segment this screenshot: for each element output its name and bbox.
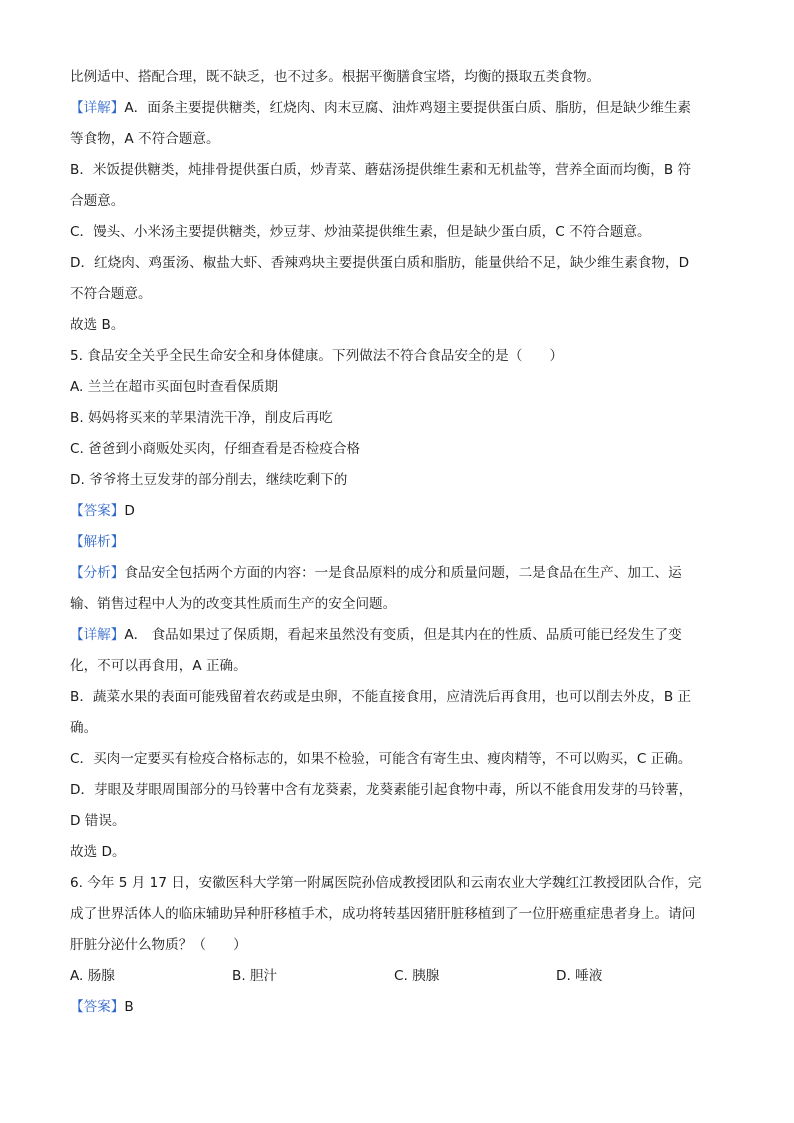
line-text: B．米饭提供糖类，炖排骨提供蛋白质，炒青菜、蘑菇汤提供维生素和无机盐等，营养全面而均衡，B 符 bbox=[70, 162, 692, 178]
line-text: B．蔬菜水果的表面可能残留着农药或是虫卵，不能直接食用，应清洗后再食用，也可以削去外皮，B 正 bbox=[70, 689, 692, 705]
line-text: D．红烧肉、鸡蛋汤、椒盐大虾、香辣鸡块主要提供蛋白质和脂肪，能量供给不足，缺少维生素食物，D bbox=[70, 255, 690, 271]
line-text: 肝脏分泌什么物质？（ ） bbox=[70, 937, 247, 953]
text-line bbox=[70, 899, 726, 930]
answer-tag: 【答案】 bbox=[70, 999, 125, 1015]
text-line bbox=[70, 744, 726, 775]
line-text: C. 爸爸到小商贩处买肉，仔细查看是否检疫合格 bbox=[70, 441, 361, 457]
line-text: 等食物，A 不符合题意。 bbox=[70, 131, 220, 147]
text-line bbox=[70, 496, 726, 527]
line-text: C．馒头、小米汤主要提供糖类，炒豆芽、炒油菜提供维生素，但是缺少蛋白质，C 不符合题意。 bbox=[70, 224, 651, 240]
text-line bbox=[70, 248, 726, 279]
line-text: 5. 食品安全关乎全民生命安全和身体健康。下列做法不符合食品安全的是（ ） bbox=[70, 348, 564, 364]
text-line bbox=[70, 434, 726, 465]
text-line bbox=[70, 186, 726, 217]
text-line bbox=[70, 868, 726, 899]
line-text: A．面条主要提供糖类，红烧肉、肉末豆腐、油炸鸡翅主要提供蛋白质、脂肪，但是缺少维生素 bbox=[124, 100, 692, 116]
line-text: D 错误。 bbox=[70, 813, 126, 829]
text-line bbox=[70, 310, 726, 341]
line-text: 确。 bbox=[70, 720, 98, 736]
text-line bbox=[70, 775, 726, 806]
text-line bbox=[70, 837, 726, 868]
line-text: 故选 D。 bbox=[70, 844, 126, 860]
document-page bbox=[70, 62, 726, 1023]
text-line bbox=[70, 713, 726, 744]
text-line bbox=[70, 465, 726, 496]
line-text: A. 兰兰在超市买面包时查看保质期 bbox=[70, 379, 279, 395]
line-text: 不符合题意。 bbox=[70, 286, 152, 302]
text-line bbox=[70, 279, 726, 310]
line-text: 食品安全包括两个方面的内容：一是食品原料的成分和质量问题，二是食品在生产、加工、运 bbox=[124, 565, 682, 581]
text-line bbox=[70, 62, 726, 93]
line-text: 成了世界活体人的临床辅助异种肝移植手术，成功将转基因猪肝脏移植到了一位肝癌重症患者身上。请问 bbox=[70, 906, 696, 922]
line-text: D bbox=[124, 503, 135, 519]
line-text: 化，不可以再食用，A 正确。 bbox=[70, 658, 247, 674]
line-text: A． 食品如果过了保质期，看起来虽然没有变质，但是其内在的性质、品质可能已经发生了变 bbox=[124, 627, 682, 643]
section-tag: 【分析】 bbox=[70, 565, 125, 581]
line-text: D. 爷爷将土豆发芽的部分削去，继续吃剩下的 bbox=[70, 472, 348, 488]
text-line bbox=[70, 558, 726, 589]
line-text: 6. 今年 5 月 17 日，安徽医科大学第一附属医院孙倍成教授团队和云南农业大学魏红江教授团队合作，完 bbox=[70, 875, 702, 891]
section-tag: 【详解】 bbox=[70, 627, 125, 643]
text-line bbox=[70, 93, 726, 124]
line-text: 比例适中、搭配合理，既不缺乏，也不过多。根据平衡膳食宝塔，均衡的摄取五类食物。 bbox=[70, 69, 601, 85]
line-text: 合题意。 bbox=[70, 193, 125, 209]
text-line bbox=[70, 372, 726, 403]
option-d: D. 唾液 bbox=[556, 968, 603, 984]
document-body bbox=[70, 62, 726, 961]
option-c: C. 胰腺 bbox=[394, 968, 440, 984]
section-tag: 【详解】 bbox=[70, 100, 125, 116]
text-line bbox=[70, 124, 726, 155]
line-text: 输、销售过程中人为的改变其性质而生产的安全问题。 bbox=[70, 596, 397, 612]
line-text: B. 妈妈将买来的苹果清洗干净，削皮后再吃 bbox=[70, 410, 333, 426]
text-line bbox=[70, 992, 726, 1023]
option-a: A. 肠腺 bbox=[70, 968, 115, 984]
answer-text: B bbox=[124, 999, 134, 1015]
text-line bbox=[70, 155, 726, 186]
text-line bbox=[70, 403, 726, 434]
option-b: B. 胆汁 bbox=[232, 968, 278, 984]
text-line bbox=[70, 651, 726, 682]
text-line bbox=[70, 806, 726, 837]
line-text: D．芽眼及芽眼周围部分的马铃薯中含有龙葵素，龙葵素能引起食物中毒，所以不能食用发芽的马铃薯， bbox=[70, 782, 693, 798]
text-line bbox=[70, 682, 726, 713]
text-line bbox=[70, 527, 726, 558]
text-line bbox=[70, 930, 726, 961]
text-line bbox=[70, 589, 726, 620]
line-text: C．买肉一定要买有检疫合格标志的，如果不检验，可能含有寄生虫、瘦肉精等，不可以购买，C 正确。 bbox=[70, 751, 692, 767]
text-line bbox=[70, 620, 726, 651]
text-line bbox=[70, 341, 726, 372]
answer-options bbox=[70, 961, 726, 992]
text-line bbox=[70, 217, 726, 248]
section-tag: 【解析】 bbox=[70, 534, 125, 550]
section-tag: 【答案】 bbox=[70, 503, 125, 519]
line-text: 故选 B。 bbox=[70, 317, 125, 333]
